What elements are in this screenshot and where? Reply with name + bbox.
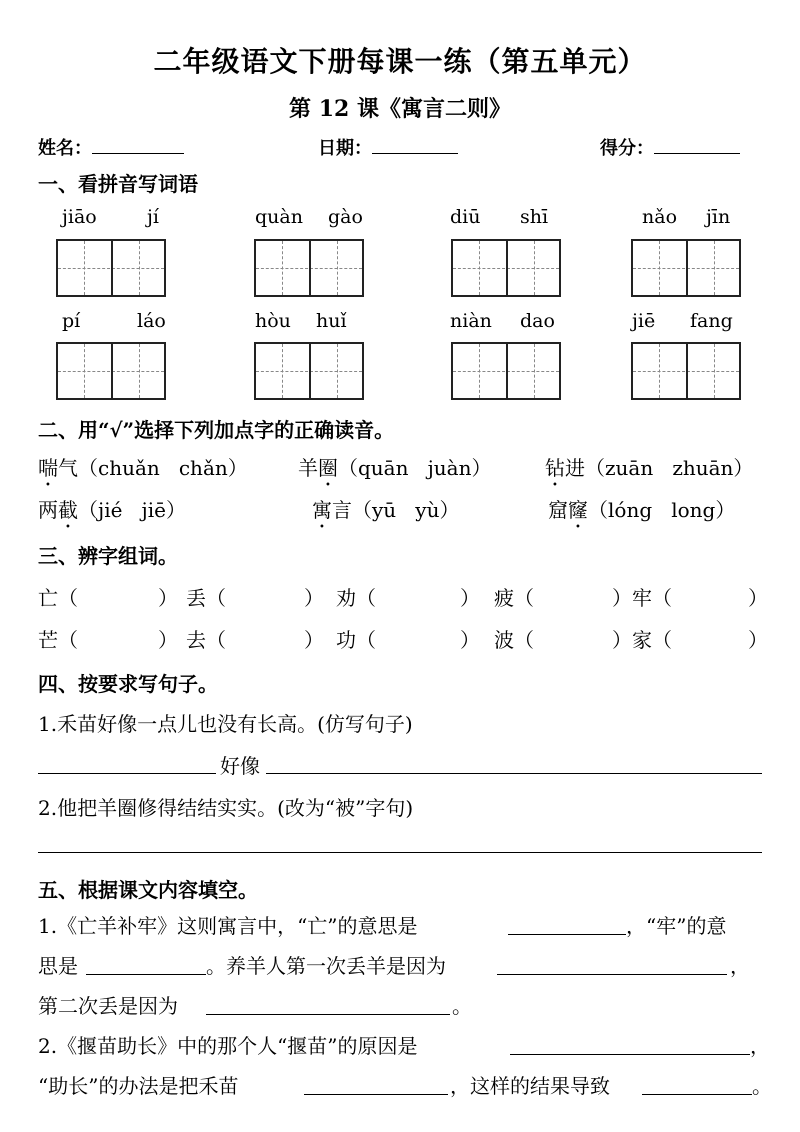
option[interactable]: lóng	[608, 498, 653, 522]
answer-line[interactable]	[304, 1094, 448, 1095]
question-text: 2.《揠苗助长》中的那个人“揠苗”的原因是	[38, 1034, 418, 1058]
option[interactable]: chǎn	[178, 456, 228, 480]
date-label: 日期：	[318, 138, 372, 159]
pinyin: gào	[328, 206, 363, 228]
pinyin: quàn	[255, 206, 303, 228]
paren: ）	[158, 628, 178, 652]
word-pair: 家（	[632, 628, 672, 652]
paren: ）	[304, 628, 324, 652]
section3-heading: 三、辨字组词。	[38, 544, 178, 568]
question-text: ，	[750, 1034, 770, 1058]
question-text: 1.禾苗好像一点儿也没有长高。(仿写句子)	[38, 712, 413, 736]
word-pair: 丢（	[186, 586, 226, 610]
question-text: ，	[730, 954, 750, 978]
option[interactable]: zuān	[605, 456, 654, 480]
answer-line[interactable]	[642, 1094, 752, 1095]
pinyin: niàn	[450, 310, 492, 332]
answer-line[interactable]	[38, 852, 762, 853]
pinyin: shī	[520, 206, 549, 228]
paren: ）	[748, 628, 768, 652]
section2-heading: 二、用“√”选择下列加点字的正确读音。	[38, 418, 395, 442]
reading-choice: 喘气（chuǎn chǎn）	[38, 456, 248, 480]
writing-grid[interactable]	[254, 342, 364, 400]
score-field[interactable]	[654, 153, 740, 154]
pinyin: hòu	[255, 310, 291, 332]
reading-choice: 寓言（yū yù）	[312, 498, 460, 522]
date-field[interactable]	[372, 153, 458, 154]
question-text: 思是	[38, 954, 78, 978]
pinyin: jiē	[632, 310, 656, 332]
word-pair: 去（	[186, 628, 226, 652]
question-text: 2.他把羊圈修得结结实实。(改为“被”字句)	[38, 796, 414, 820]
score-row	[600, 134, 740, 160]
score-label: 得分：	[600, 138, 654, 159]
question-text: ，这样的结果导致	[450, 1074, 610, 1098]
paren: ）	[460, 628, 480, 652]
word-pair: 牢（	[632, 586, 672, 610]
writing-grid[interactable]	[254, 239, 364, 297]
question-text: 。	[452, 994, 472, 1018]
word-pair: 功（	[336, 628, 376, 652]
answer-line[interactable]	[206, 1014, 450, 1015]
answer-line[interactable]	[510, 1054, 750, 1055]
name-row	[38, 134, 184, 160]
question-text: ，“牢”的意	[626, 914, 727, 938]
option[interactable]: jié	[98, 498, 123, 522]
section5-heading: 五、根据课文内容填空。	[38, 878, 258, 902]
writing-grid[interactable]	[56, 342, 166, 400]
option[interactable]: quān	[358, 456, 409, 480]
option[interactable]: yù	[415, 498, 440, 522]
paren: ）	[304, 586, 324, 610]
answer-line[interactable]	[497, 974, 727, 975]
name-label: 姓名：	[38, 138, 92, 159]
question-text: “助长”的办法是把禾苗	[38, 1074, 239, 1098]
word-pair: 波（	[494, 628, 534, 652]
pinyin: huǐ	[316, 310, 347, 332]
pinyin: jiāo	[62, 206, 97, 228]
paren: ）	[460, 586, 480, 610]
reading-choice: 两截（jié jiē）	[38, 498, 186, 522]
question-text: 好像	[220, 754, 260, 778]
option[interactable]: zhuān	[672, 456, 734, 480]
option[interactable]: chuǎn	[98, 456, 160, 480]
lesson-subtitle: 第 12 课《寓言二则》	[289, 96, 511, 122]
reading-choice: 钻进（zuān zhuān）	[545, 456, 754, 480]
answer-line[interactable]	[86, 974, 206, 975]
writing-grid[interactable]	[631, 342, 741, 400]
writing-grid[interactable]	[451, 342, 561, 400]
pinyin: diū	[450, 206, 481, 228]
answer-line[interactable]	[38, 773, 216, 774]
name-field[interactable]	[92, 153, 184, 154]
option[interactable]: yū	[372, 498, 397, 522]
date-row	[318, 134, 458, 160]
writing-grid[interactable]	[56, 239, 166, 297]
word-pair: 劝（	[336, 586, 376, 610]
pinyin: nǎo	[642, 206, 678, 228]
paren: ）	[748, 586, 768, 610]
reading-choice: 窟窿（lóng long）	[548, 498, 736, 522]
question-text: 1.《亡羊补牢》这则寓言中，“亡”的意思是	[38, 914, 418, 938]
option[interactable]: long	[671, 498, 716, 522]
option[interactable]: juàn	[427, 456, 472, 480]
word-pair: 亡（	[38, 586, 78, 610]
paren: ）	[612, 628, 632, 652]
pinyin: jīn	[706, 206, 731, 228]
word-pair: 芒（	[38, 628, 78, 652]
question-text: 。	[752, 1074, 772, 1098]
paren: ）	[612, 586, 632, 610]
reading-choice: 羊圈（quān juàn）	[298, 456, 492, 480]
word-pair: 疲（	[494, 586, 534, 610]
writing-grid[interactable]	[451, 239, 561, 297]
pinyin: fang	[690, 310, 733, 332]
pinyin: jí	[147, 206, 159, 228]
question-text: 。养羊人第一次丢羊是因为	[206, 954, 446, 978]
answer-line[interactable]	[508, 934, 626, 935]
paren: ）	[158, 586, 178, 610]
writing-grid[interactable]	[631, 239, 741, 297]
section1-heading: 一、看拼音写词语	[38, 172, 198, 196]
question-text: 第二次丢是因为	[38, 994, 178, 1018]
answer-line[interactable]	[266, 773, 762, 774]
pinyin: dao	[520, 310, 555, 332]
option[interactable]: jiē	[141, 498, 166, 522]
pinyin: pí	[62, 310, 81, 332]
pinyin: láo	[137, 310, 166, 332]
section4-heading: 四、按要求写句子。	[38, 672, 218, 696]
worksheet-title: 二年级语文下册每课一练（第五单元）	[153, 45, 647, 78]
